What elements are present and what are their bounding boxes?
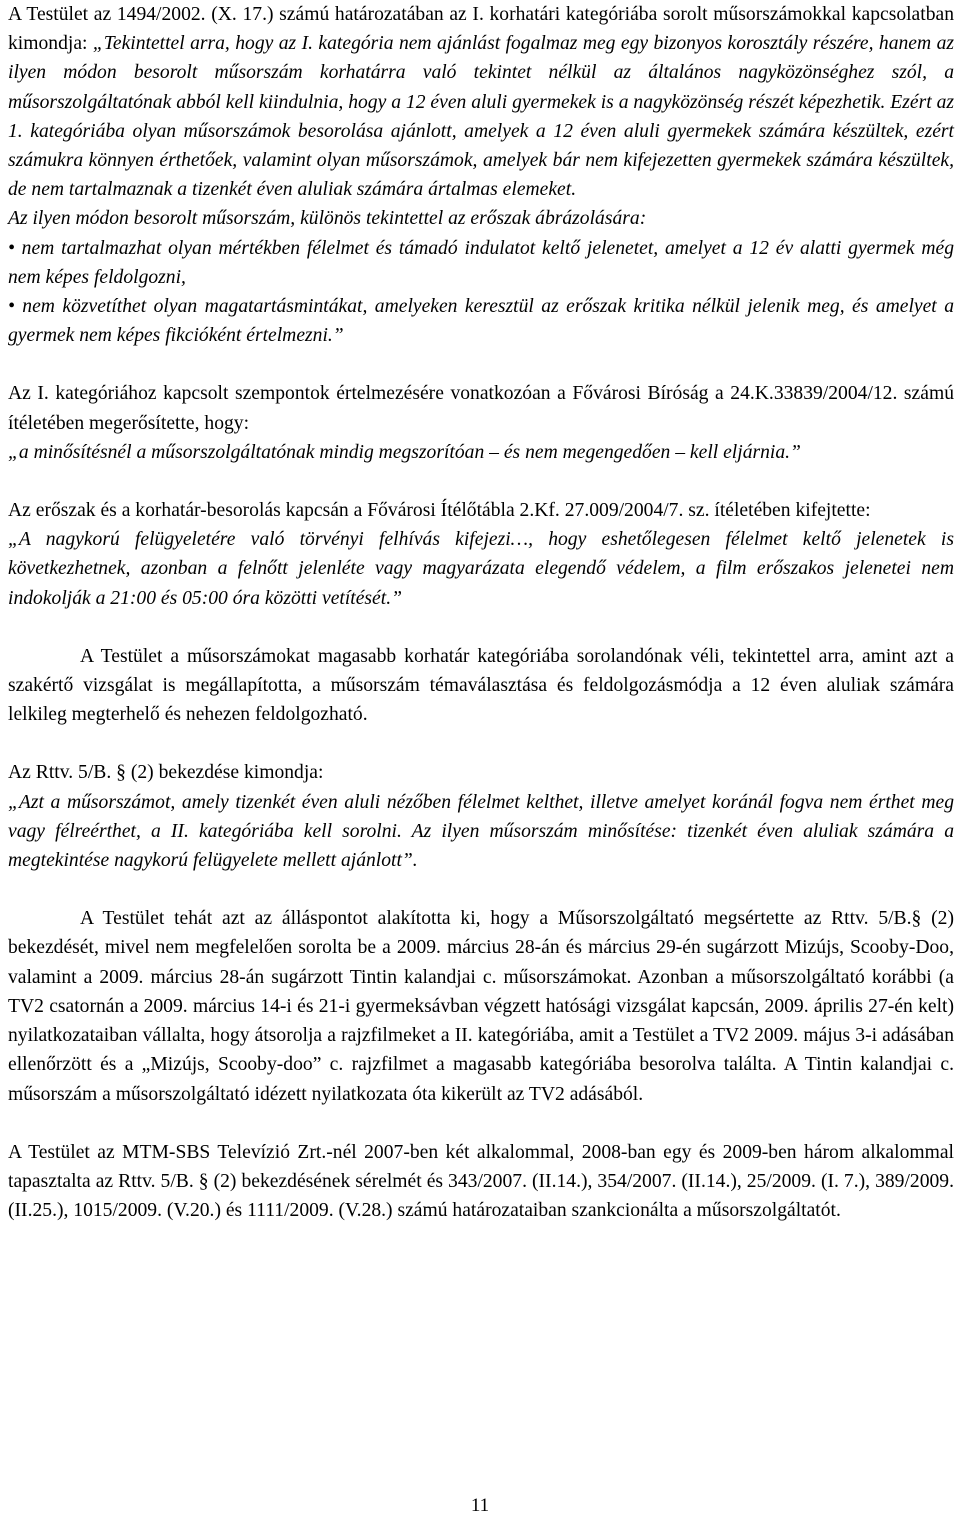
paragraph-2-intro: Az ilyen módon besorolt műsorszám, különös tekintettel az erőszak ábrázolására: xyxy=(8,208,647,230)
spacer xyxy=(8,875,954,904)
spacer xyxy=(8,350,954,379)
paragraph-7: A Testület tehát azt az álláspontot alakította ki, hogy a Műsorszolgáltató megsértette az Rttv. 5/B.§ (2) bekezdését, mivel nem megfelelően sorolta be a 2009. március 28-án és március 29-én sugárzott Mizújs, Scooby-Doo, valamint a 2009. március 28-án sugárzott Tintin kalandjai c. műsorszámokat. Azonban a műsorszolgáltató korábbi (a TV2 csatornán a 2009. március 14-i és 21-i gyermeksávban végzett hatósági vizsgálat kapcsán, 2009. április 27-én kelt) nyilatkozataiban vállalta, hogy átsorolja a rajzfilmeket a II. kategóriába, amit a Testület a TV2 2009. május 3-i adásában ellenőrzött és a „Mizújs, Scooby-doo” c. rajzfilmet a magasabb kategóriába besorolva találta. A Tintin kalandjai c. műsorszám a műsorszolgáltató idézett nyilatkozata óta kikerült az TV2 adásából. xyxy=(8,908,954,1105)
paragraph-1 xyxy=(8,0,954,204)
spacer xyxy=(8,613,954,642)
spacer xyxy=(8,729,954,758)
spacer xyxy=(8,467,954,496)
paragraph-3-quote: „a minősítésnél a műsorszolgáltatónak mindig megszorítóan – és nem megengedően – kell eljárnia.” xyxy=(8,441,801,463)
paragraph-4-intro: Az erőszak és a korhatár-besorolás kapcsán a Fővárosi Ítélőtábla 2.Kf. 27.009/2004/7. sz. ítéletében kifejtette: xyxy=(8,500,871,522)
bullet-item-1: • nem tartalmazhat olyan mértékben félelmet és támadó indulatot keltő jelenetet, amelyet a 12 év alatti gyermek még nem képes feldolgozni, xyxy=(8,237,954,288)
page-number: 11 xyxy=(470,1495,490,1516)
bullet-item-2: • nem közvetíthet olyan magatartásmintákat, amelyeken keresztül az erőszak kritika nélkül jelenik meg, és amelyet a gyermek nem képes fikcióként értelmezni.” xyxy=(8,296,954,347)
paragraph-4-quote: „A nagykorú felügyeletére való törvényi felhívás kifejezi…, hogy eshetőlegesen félelmet keltő jelenetek is következhetnek, azonban a felnőtt jelenléte vagy magyarázata elegendő védelem, a film erőszakos jelenetei nem indokolják a 21:00 és 05:00 óra közötti vetítését.” xyxy=(8,529,954,609)
paragraph-6-quote: „Azt a műsorszámot, amely tizenkét éven aluli nézőben félelmet kelthet, illetve amelyet koránál fogva nem érthet meg vagy félreérthet, a II. kategóriába kell sorolni. Az ilyen műsorszám minősítése: tizenkét éven aluliak számára a megtekintése nagykorú felügyelete mellett ajánlott”. xyxy=(8,791,954,872)
paragraph-8: A Testület az MTM-SBS Televízió Zrt.-nél 2007-ben két alkalommal, 2008-ban egy és 2009-ben három alkalommal tapasztalta az Rttv. 5/B. § (2) bekezdésének sérelmét és 343/2007. (II.14.), 354/2007. (II.14.), 25/2009. (I. 7.), 389/2009. (II.25.), 1015/2009. (V.20.) és 1111/2009. (V.28.) számú határozataiban szankcionálta a műsorszolgáltatót. xyxy=(8,1141,954,1222)
paragraph-5: A Testület a műsorszámokat magasabb korhatár kategóriába sorolandónak véli, tekintettel arra, amint azt a szakértő vizsgálat is megállapította, a műsorszám témaválasztása és feldolgozásmódja a 12 éven aluliak számára lelkileg megterhelő és nehezen feldolgozható. xyxy=(8,645,954,726)
document-page xyxy=(8,0,954,1225)
paragraph-3-intro: Az I. kategóriához kapcsolt szempontok értelmezésére vonatkozóan a Fővárosi Bíróság a 24.K.33839/2004/12. számú ítéletében megerősítette, hogy: xyxy=(8,383,954,434)
paragraph-1-intro: A Testület az 1494/2002. (X. 17.) számú határozatában az I. korhatári kategóriába sorolt műsorszámokkal kapcsolatban kimondja: xyxy=(8,4,954,55)
spacer xyxy=(8,1109,954,1138)
paragraph-6-intro: Az Rttv. 5/B. § (2) bekezdése kimondja: xyxy=(8,762,324,784)
paragraph-1-quote: „Tekintettel arra, hogy az I. kategória nem ajánlást fogalmaz meg egy bizonyos korosztály részére, hanem az ilyen módon besorolt műsorszám korhatárra való tekintet nélkül az általános nagyközönséghez szól, a műsorszolgáltatónak abból kell kiindulnia, hogy a 12 éven aluli gyermekek is a nagyközönség részét képezhetik. Ezért az 1. kategóriába olyan műsorszámok besorolása ajánlott, amelyek a 12 éven aluli gyermekek számára készültek, ezért számukra könnyen érthetőek, valamint olyan műsorszámok, amelyek bár nem kifejezetten gyermekek számára készültek, de nem tartalmaznak a tizenkét éven aluliak számára ártalmas elemeket. xyxy=(8,33,954,201)
